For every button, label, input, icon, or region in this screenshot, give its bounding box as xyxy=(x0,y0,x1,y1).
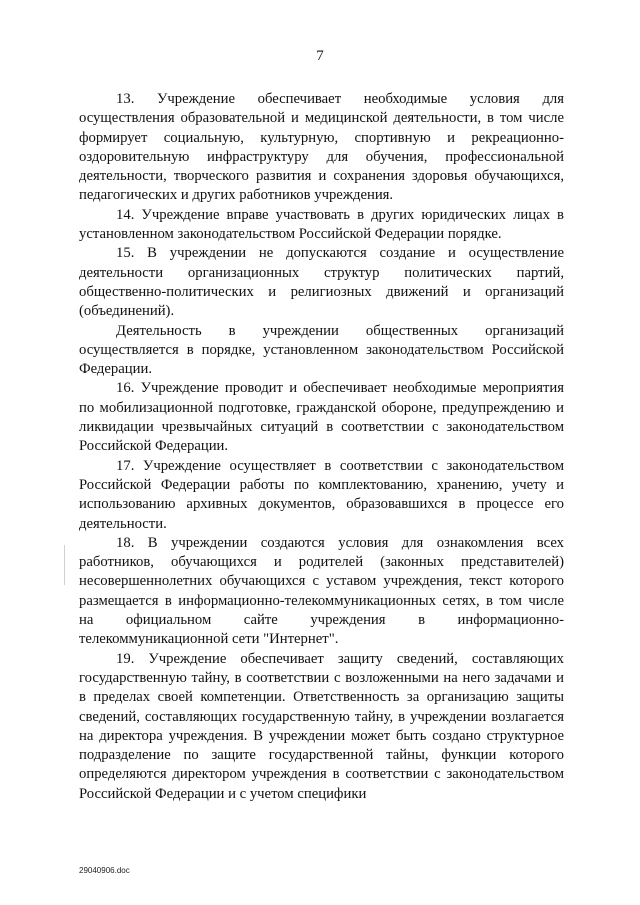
paragraph-13: 13. Учреждение обеспечивает необходимые условия для осуществления образовательной и медицинской деятельности, в том числе формирует социальную, культурную, спортивную и рекреационно-оздоровительную инфраструктуру для обучения, профессиональной деятельности, творческого развития и сохранения здоровья обучающихся, педагогических и других работников учреждения. xyxy=(79,91,564,204)
paragraph-18: 18. В учреждении создаются условия для ознакомления всех работников, обучающихся и родителей (законных представителей) несовершеннолетних обучающихся с уставом учреждения, текст которого размещается в информационно-телекоммуникационных сетях, в том числе на официальном сайте учреждения в информационно-телекоммуникационной сети "Интернет". xyxy=(79,534,564,648)
paragraph-19: 19. Учреждение обеспечивает защиту сведений, составляющих государственную тайну, в соответствии с возложенными на него задачами и в пределах своей компетенции. Ответственность за организацию защиты сведений, составляющих государственную тайну, в учреждении возлагается на директора учреждения. В учреждении может быть создано структурное подразделение по защите государственной тайны, функции которого определяются директором учреждения в соответствии с законодательством Российской Федерации и с учетом специфики xyxy=(79,650,564,802)
page-number: 7 xyxy=(316,48,324,64)
paragraph-16: 16. Учреждение проводит и обеспечивает необходимые мероприятия по мобилизационной подготовке, гражданской обороне, предупреждению и ликвидации чрезвычайных ситуаций в соответствии с законодательством Российской Федерации. xyxy=(79,380,564,455)
paragraph-15-continued: Деятельность в учреждении общественных организаций осуществляется в порядке, установленном законодательством Российской Федерации. xyxy=(79,322,564,378)
paragraph-15: 15. В учреждении не допускаются создание и осуществление деятельности организационных структур политических партий, общественно-политических и религиозных движений и организаций (объединений). xyxy=(79,245,564,320)
document-body xyxy=(79,90,564,804)
scan-mark xyxy=(64,545,65,585)
paragraph-17: 17. Учреждение осуществляет в соответствии с законодательством Российской Федерации работы по комплектованию, хранению, учету и использованию архивных документов, образовавшихся в процессе его деятельности. xyxy=(79,457,564,532)
footer-file-code: 29040906.doc xyxy=(79,866,130,875)
paragraph-14: 14. Учреждение вправе участвовать в других юридических лицах в установленном законодательством Российской Федерации порядке. xyxy=(79,206,564,243)
